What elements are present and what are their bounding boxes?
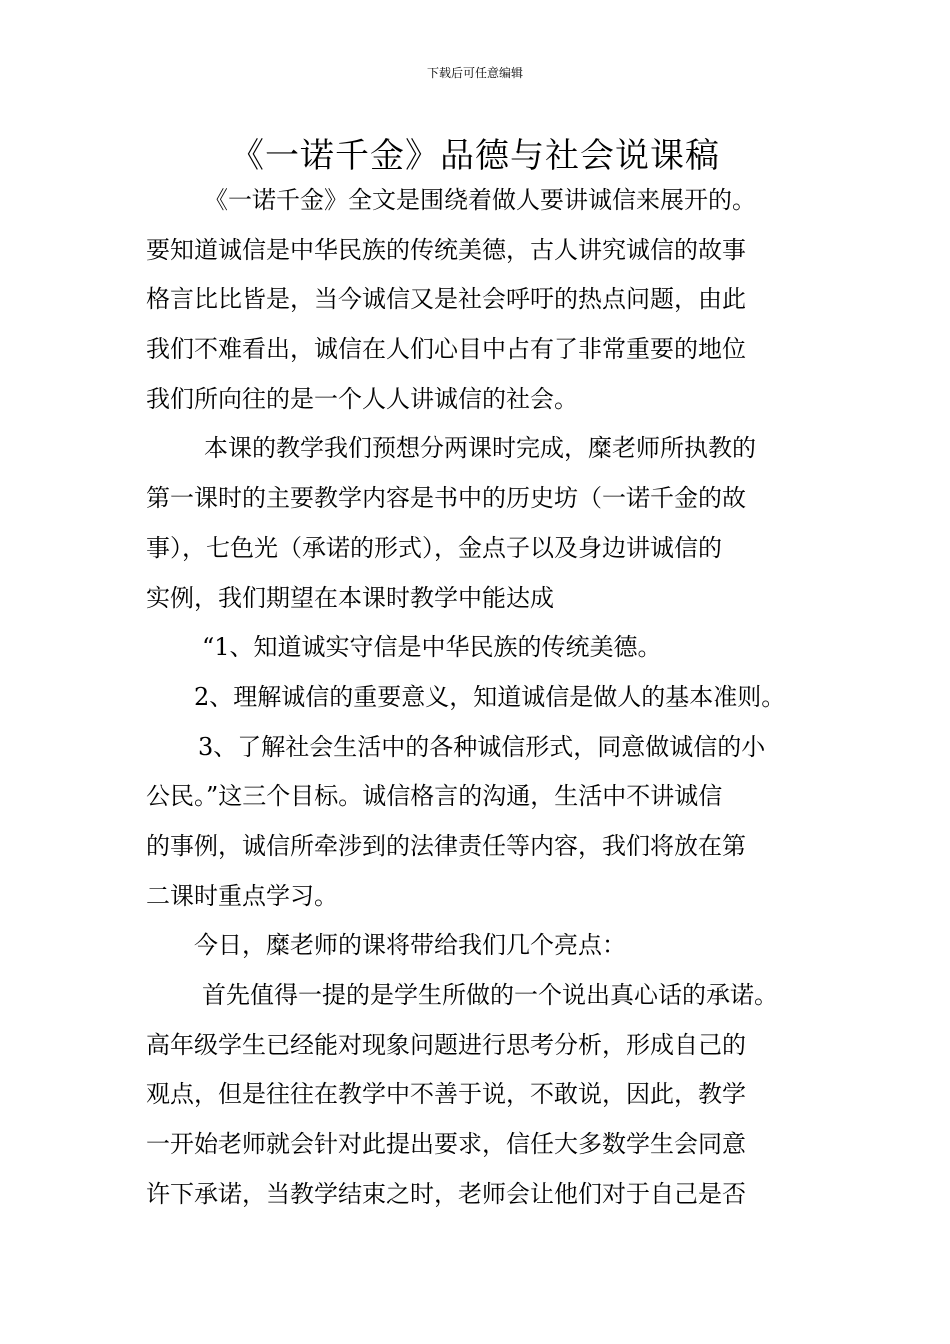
text-line: 的事例，诚信所牵涉到的法律责任等内容，我们将放在第 — [146, 831, 746, 860]
text-line: 一开始老师就会针对此提出要求，信任大多数学生会同意 — [146, 1130, 746, 1159]
text-line: 3、了解社会生活中的各种诚信形式，同意做诚信的小 — [198, 732, 766, 761]
text-line: 今日，糜老师的课将带给我们几个亮点： — [194, 931, 626, 960]
text-line: 二课时重点学习。 — [146, 881, 338, 910]
text-line: 《一诺千金》全文是围绕着做人要讲诚信来展开的。 — [204, 186, 756, 214]
document-body — [146, 176, 812, 1219]
text-line: 要知道诚信是中华民族的传统美德，古人讲究诚信的故事 — [146, 235, 746, 264]
text-line: 实例，我们期望在本课时教学中能达成 — [146, 583, 554, 612]
page-header: 下载后可任意编辑 — [426, 66, 523, 80]
text-line: 首先值得一提的是学生所做的一个说出真心话的承诺。 — [202, 981, 778, 1009]
text-line: 第一课时的主要教学内容是书中的历史坊（一诺千金的故 — [146, 484, 746, 513]
text-line: 高年级学生已经能对现象问题进行思考分析，形成自己的 — [146, 1030, 746, 1059]
text-line: 2、理解诚信的重要意义，知道诚信是做人的基本准则。 — [194, 682, 786, 711]
text-line: 事），七色光（承诺的形式），金点子以及身边讲诚信的 — [146, 533, 722, 562]
text-line: 许下承诺，当教学结束之时，老师会让他们对于自己是否 — [146, 1179, 746, 1208]
text-line: 我们不难看出，诚信在人们心目中占有了非常重要的地位 — [146, 335, 746, 364]
document-title: 《一诺千金》品德与社会说课稿 — [230, 136, 720, 176]
text-line: 本课的教学我们预想分两课时完成，糜老师所执教的 — [204, 434, 756, 463]
text-line: 我们所向往的是一个人人讲诚信的社会。 — [146, 384, 578, 413]
text-line: “1、知道诚实守信是中华民族的传统美德。 — [202, 633, 662, 662]
text-line: 观点，但是往往在教学中不善于说，不敢说，因此，教学 — [146, 1080, 746, 1109]
text-line: 公民。”这三个目标。诚信格言的沟通，生活中不讲诚信 — [146, 782, 723, 811]
text-line: 格言比比皆是，当今诚信又是社会呼吁的热点问题，由此 — [146, 285, 746, 314]
